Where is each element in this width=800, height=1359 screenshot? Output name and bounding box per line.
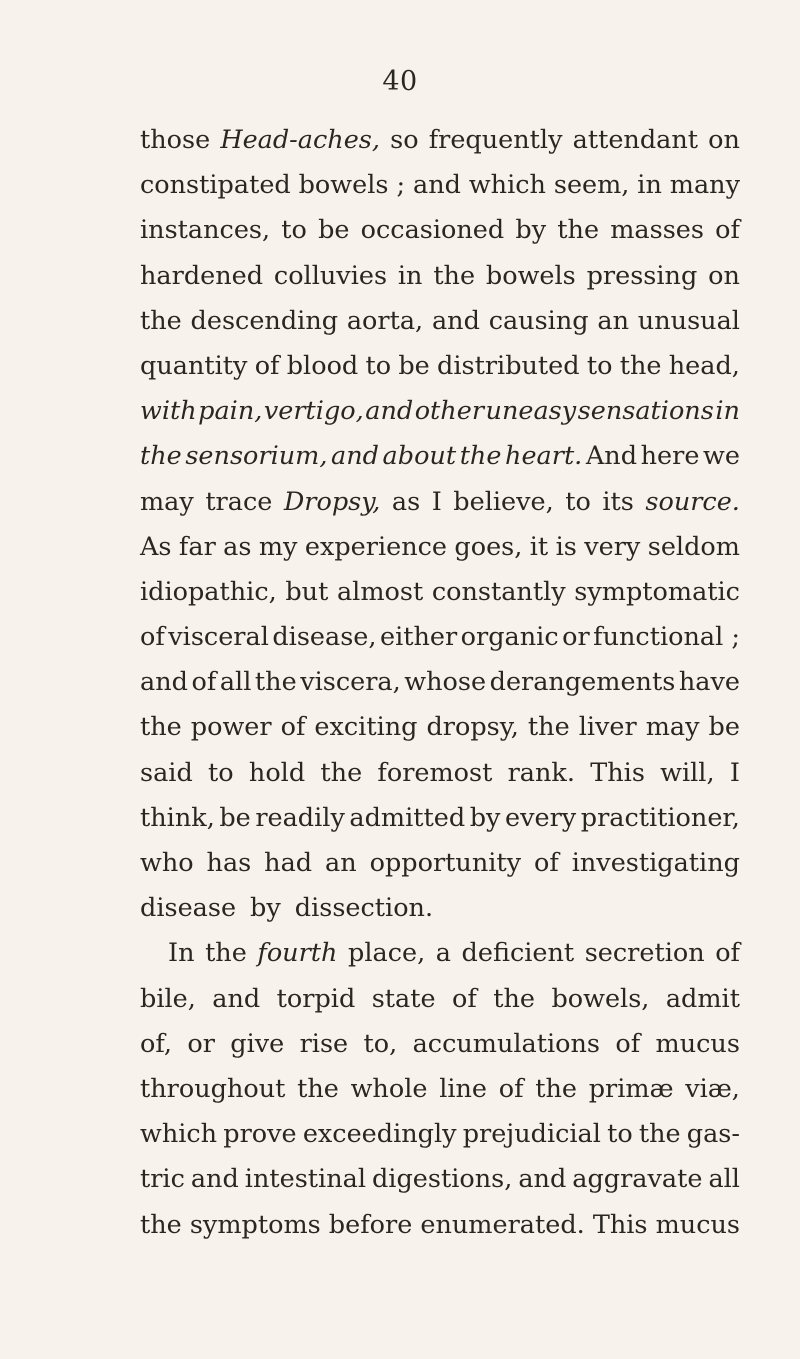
word: distributed <box>437 350 580 381</box>
text-line <box>140 344 740 389</box>
word: digestions, <box>371 1164 513 1195</box>
word: of <box>715 938 740 969</box>
word: the <box>557 215 600 246</box>
word: said <box>140 757 193 788</box>
word: of <box>191 667 217 698</box>
word: intestinal <box>244 1164 366 1195</box>
word: symptoms <box>189 1209 321 1240</box>
word: may <box>140 486 194 517</box>
word: or <box>562 622 590 653</box>
word: unusual <box>637 305 740 336</box>
text-line <box>140 163 740 208</box>
italic-word: uneasy <box>485 396 577 427</box>
text-line <box>140 1203 740 1248</box>
body-text <box>140 118 740 1248</box>
word: bile, <box>140 983 196 1014</box>
word: rank. <box>507 757 575 788</box>
word: many <box>669 170 740 201</box>
word: bowels, <box>551 983 650 1014</box>
italic-word: source. <box>645 486 740 517</box>
word: disease, <box>272 622 377 653</box>
word: as <box>223 531 252 562</box>
word: masses <box>610 215 704 246</box>
word: who <box>140 848 194 878</box>
word: think, <box>140 802 215 833</box>
page-number: 40 <box>382 66 418 97</box>
word: to <box>586 350 613 381</box>
italic-word: pain, <box>198 396 263 427</box>
word: hardened <box>140 260 264 291</box>
word: dropsy, <box>426 712 519 743</box>
word: we <box>703 441 740 472</box>
text-line <box>140 931 740 976</box>
word: This <box>590 757 645 788</box>
word: colluvies <box>273 260 388 291</box>
word: its <box>602 486 634 517</box>
text-line <box>140 389 740 434</box>
italic-word: and <box>365 396 414 427</box>
word: by <box>469 802 501 833</box>
word: torpid <box>276 983 356 1014</box>
italic-word: sensorium, <box>185 441 328 472</box>
word: blood <box>286 350 359 381</box>
word: which <box>140 1119 218 1150</box>
word: experience <box>304 531 447 562</box>
word: admit <box>665 983 740 1014</box>
word: give <box>230 1028 285 1059</box>
word: of <box>452 983 477 1014</box>
word: viæ, <box>685 1073 740 1104</box>
word: the <box>140 305 182 336</box>
word: aggravate <box>572 1164 703 1195</box>
word: viscera, <box>300 667 401 698</box>
word: but <box>285 576 329 607</box>
word: aorta, <box>346 305 424 336</box>
word: and <box>431 305 480 336</box>
italic-word: the <box>140 441 182 472</box>
italic-word: Dropsy, <box>283 486 381 517</box>
word: opportunity <box>369 848 522 878</box>
word: visceral <box>168 622 269 653</box>
word: and <box>212 983 261 1014</box>
word: before <box>328 1209 413 1240</box>
word: As <box>140 531 172 562</box>
word: throughout <box>140 1073 286 1104</box>
word: the <box>140 1209 182 1240</box>
word: to <box>365 350 392 381</box>
word: rise <box>299 1028 349 1059</box>
word: the <box>535 1073 578 1104</box>
word: This <box>592 1209 648 1240</box>
word: instances, <box>140 215 271 246</box>
word: trace <box>205 486 273 517</box>
word: be <box>398 350 430 381</box>
word: goes, <box>454 531 523 562</box>
word: gas- <box>686 1119 740 1150</box>
word: seldom <box>647 531 740 562</box>
word: and <box>518 1164 567 1195</box>
text-line <box>140 796 740 841</box>
word: mucus <box>655 1028 740 1059</box>
word: will, <box>660 757 715 788</box>
italic-word: the <box>459 441 502 472</box>
word: bowels ; <box>298 170 406 201</box>
word: the <box>619 350 662 381</box>
word: causing <box>488 305 589 336</box>
word: tric <box>140 1164 185 1195</box>
word: almost <box>336 576 424 607</box>
text-line <box>140 977 740 1022</box>
word: of <box>498 1073 524 1104</box>
word: in <box>397 260 423 291</box>
word: on <box>708 125 740 155</box>
word: investigating <box>571 848 740 878</box>
word: foremost <box>377 757 493 788</box>
word: disease <box>140 893 237 924</box>
word: every <box>505 802 577 833</box>
word: in <box>637 170 662 201</box>
word: those <box>140 125 211 155</box>
word: may <box>645 712 700 743</box>
word: far <box>178 531 216 562</box>
word: admitted <box>349 802 466 833</box>
text-line <box>140 1022 740 1067</box>
text-line <box>140 841 740 886</box>
word: functional ; <box>593 622 740 653</box>
word: be <box>219 802 251 833</box>
word: state <box>371 983 436 1014</box>
word: be <box>318 215 350 246</box>
word: deficient <box>461 938 575 969</box>
word: of <box>254 350 280 381</box>
word: all <box>708 1164 740 1195</box>
word: head, <box>668 350 740 381</box>
word: exceedingly <box>302 1119 457 1150</box>
text-line <box>140 434 740 479</box>
text-line <box>140 660 740 705</box>
word: and <box>190 1164 239 1195</box>
word: seem, <box>553 170 630 201</box>
word: And <box>585 441 638 472</box>
italic-word: about <box>382 441 457 472</box>
word: descending <box>190 305 339 336</box>
word: as <box>391 486 421 517</box>
word: my <box>258 531 298 562</box>
word: the <box>527 712 570 743</box>
word: have <box>678 667 740 698</box>
word: to <box>565 486 591 517</box>
word: by <box>250 893 281 924</box>
word: an <box>597 305 630 336</box>
word: the <box>254 667 297 698</box>
word: all <box>219 667 252 698</box>
word: bowels <box>485 260 576 291</box>
word: and <box>140 667 188 698</box>
word: of <box>280 712 306 743</box>
text-line <box>140 208 740 253</box>
word: a <box>435 938 451 969</box>
text-line <box>140 480 740 525</box>
word: accumulations <box>412 1028 600 1059</box>
text-line <box>140 705 740 750</box>
word: to <box>208 757 234 788</box>
word: liver <box>578 712 637 743</box>
word: exciting <box>314 712 418 743</box>
word: of <box>140 622 165 653</box>
word: idiopathic, <box>140 576 277 607</box>
text-line <box>140 525 740 570</box>
word: to <box>281 215 307 246</box>
word: here <box>640 441 700 472</box>
word: believe, <box>453 486 554 517</box>
text-line <box>140 1067 740 1112</box>
italic-word: vertigo, <box>263 396 364 427</box>
word: quantity <box>140 350 248 381</box>
text-line <box>140 751 740 796</box>
word: either <box>379 622 458 653</box>
word: and <box>413 170 461 201</box>
italic-word: fourth <box>257 938 338 969</box>
word: line <box>439 1073 488 1104</box>
word: organic <box>460 622 559 653</box>
word: symptomatic <box>574 576 740 607</box>
word: In <box>168 938 195 969</box>
word: practitioner, <box>580 802 740 833</box>
word: power <box>190 712 272 743</box>
italic-word: heart. <box>505 441 583 472</box>
word: prove <box>223 1119 297 1150</box>
word: whole <box>350 1073 428 1104</box>
word: pressing <box>586 260 698 291</box>
word: readily <box>255 802 345 833</box>
text-line <box>140 886 740 931</box>
word: has <box>206 848 252 878</box>
word: of <box>715 215 740 246</box>
text-line <box>140 299 740 344</box>
word: the <box>140 712 182 743</box>
word: of <box>533 848 559 878</box>
word: be <box>708 712 740 743</box>
word: so <box>390 125 419 155</box>
word: had <box>264 848 313 878</box>
word: place, <box>348 938 426 969</box>
word: mucus <box>655 1209 740 1240</box>
italic-word: sensations <box>577 396 714 427</box>
word: by <box>515 215 547 246</box>
word: I <box>729 757 740 788</box>
text-line <box>140 1112 740 1157</box>
italic-word: in <box>715 396 740 427</box>
word: of <box>615 1028 641 1059</box>
word: the <box>297 1073 339 1104</box>
text-line <box>140 615 740 660</box>
word: the <box>320 757 363 788</box>
word: whose <box>404 667 487 698</box>
word: occasioned <box>360 215 505 246</box>
word: I <box>431 486 442 517</box>
word: of, <box>140 1028 172 1059</box>
word: the <box>493 983 536 1014</box>
word: or <box>187 1028 215 1059</box>
word: constantly <box>431 576 566 607</box>
word: it <box>529 531 549 562</box>
word: prejudicial <box>462 1119 601 1150</box>
word: is <box>555 531 577 562</box>
italic-word: with <box>140 396 197 427</box>
text-line <box>140 118 740 163</box>
text-line <box>140 254 740 299</box>
word: the <box>638 1119 681 1150</box>
word: dissection. <box>294 893 434 924</box>
word: an <box>325 848 357 878</box>
word: enumerated. <box>420 1209 585 1240</box>
word: the <box>205 938 247 969</box>
word: frequently <box>428 125 563 155</box>
word: derangements <box>489 667 676 698</box>
text-line <box>140 570 740 615</box>
word: constipated <box>140 170 291 201</box>
italic-word: Head-aches, <box>220 125 380 155</box>
italic-word: and <box>331 441 379 472</box>
word: to, <box>363 1028 398 1059</box>
word: which <box>468 170 546 201</box>
word: secretion <box>584 938 705 969</box>
word: on <box>708 260 740 291</box>
word: the <box>433 260 476 291</box>
word: primæ <box>588 1073 674 1104</box>
word: hold <box>248 757 306 788</box>
italic-word: other <box>414 396 485 427</box>
word: very <box>584 531 641 562</box>
text-line <box>140 1157 740 1202</box>
word: to <box>607 1119 633 1150</box>
word: attendant <box>572 125 699 155</box>
